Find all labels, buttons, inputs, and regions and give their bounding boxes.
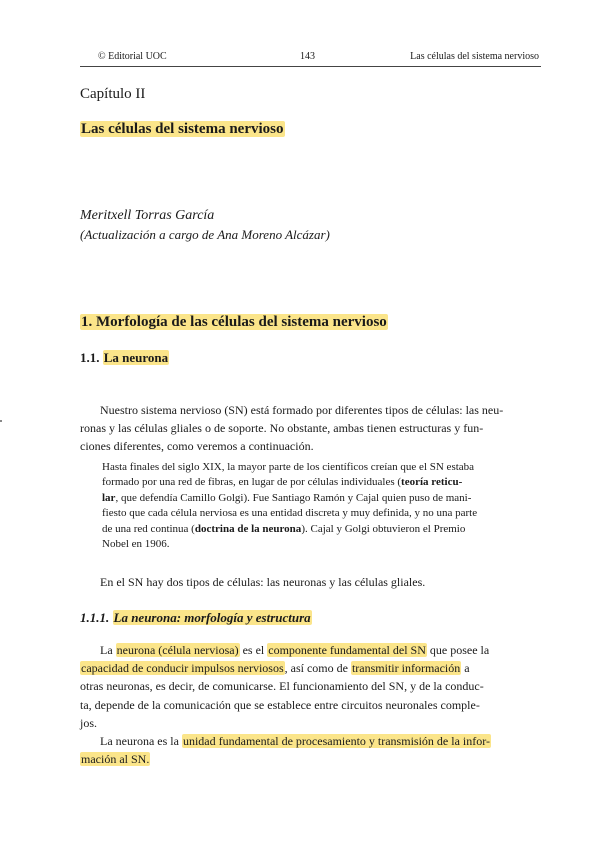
highlight: capacidad de conducir impulsos nerviosos xyxy=(81,661,284,676)
text-line: En el SN hay dos tipos de células: las neuronas y las células gliales. xyxy=(100,575,426,589)
update-note: (Actualización a cargo de Ana Moreno Alcázar) xyxy=(80,227,330,242)
paragraph-intro xyxy=(80,401,540,456)
text-fragment: , que defendía Camillo Golgi). Fue Santiago Ramón y Cajal quien puso de mani- xyxy=(115,491,472,504)
section-heading-1-text: 1. Morfología de las células del sistema nervioso xyxy=(81,314,387,330)
text-line xyxy=(80,732,540,750)
bold-term: teoría reticu- xyxy=(401,476,463,489)
highlight: componente fundamental del SN xyxy=(268,643,426,657)
section-number: 1.1. xyxy=(80,350,100,365)
text-fragment: La neurona es la xyxy=(100,734,182,748)
text-line xyxy=(102,475,540,490)
section-number: 1.1.1. xyxy=(80,610,110,625)
chapter-label: Capítulo II xyxy=(80,86,146,102)
text-line: ronas y las células gliales o de soporte. No obstante, ambas tienen estructuras y fun- xyxy=(80,421,484,436)
text-line: Nuestro sistema nervioso (SN) está formado por diferentes tipos de células: las neu- xyxy=(100,403,504,417)
text-fragment: ). Cajal y Golgi obtuvieron el Premio xyxy=(301,522,466,535)
text-fragment: es el xyxy=(239,643,268,657)
section-heading-1 xyxy=(80,314,388,331)
text-fragment: , así como de xyxy=(284,661,351,676)
bold-term: lar xyxy=(102,491,116,504)
paragraph-cell-types xyxy=(80,573,540,591)
bold-term: doctrina de la neurona xyxy=(194,522,302,535)
margin-mark xyxy=(0,420,2,422)
running-header-publisher: © Editorial UOC xyxy=(98,51,167,62)
highlight: transmitir información xyxy=(351,661,461,676)
text-line: jos. xyxy=(80,715,98,730)
chapter-title xyxy=(80,121,285,138)
text-line xyxy=(80,659,540,677)
running-header-title: Las células del sistema nervioso xyxy=(410,51,539,62)
header-rule xyxy=(80,66,541,67)
text-line: fiesto que cada célula nerviosa es una entidad discreta y muy definida, y no una parte xyxy=(102,507,478,520)
highlight: neurona (célula nerviosa) xyxy=(116,643,239,657)
highlight: mación al SN. xyxy=(81,752,150,767)
text-line xyxy=(80,750,540,768)
text-line xyxy=(102,491,540,506)
highlight: unidad fundamental de procesamiento y transmisión de la infor- xyxy=(182,734,490,748)
paragraph-neuron-definition xyxy=(80,641,540,732)
author-name: Meritxell Torras García xyxy=(80,208,215,223)
section-title: La neurona: morfología y estructura xyxy=(113,610,311,625)
chapter-title-text: Las células del sistema nervioso xyxy=(81,121,284,137)
text-fragment: a xyxy=(461,661,470,676)
paragraph-neuron-unit xyxy=(80,732,540,768)
section-title: La neurona xyxy=(103,350,169,365)
text-line: ta, depende de la comunicación que se establece entre circuitos neuronales comple- xyxy=(80,697,480,712)
text-line: Hasta finales del siglo XIX, la mayor parte de los científicos creían que el SN estaba xyxy=(102,461,475,473)
text-line: Nobel en 1906. xyxy=(102,538,170,551)
text-line xyxy=(102,522,540,537)
text-line xyxy=(80,641,540,659)
text-fragment: que posee la xyxy=(426,643,490,657)
text-line: otras neuronas, es decir, de comunicarse. El funcionamiento del SN, y de la conduc- xyxy=(80,679,484,694)
section-heading-1-1-1 xyxy=(80,610,312,626)
text-fragment: La xyxy=(100,643,116,657)
text-line: ciones diferentes, como veremos a continuación. xyxy=(80,439,314,454)
history-note xyxy=(102,460,540,552)
page-number: 143 xyxy=(300,51,315,62)
text-fragment: de una red continua ( xyxy=(102,522,195,535)
text-fragment: formado por una red de fibras, en lugar de por células individuales ( xyxy=(102,476,402,489)
section-heading-1-1 xyxy=(80,350,169,366)
